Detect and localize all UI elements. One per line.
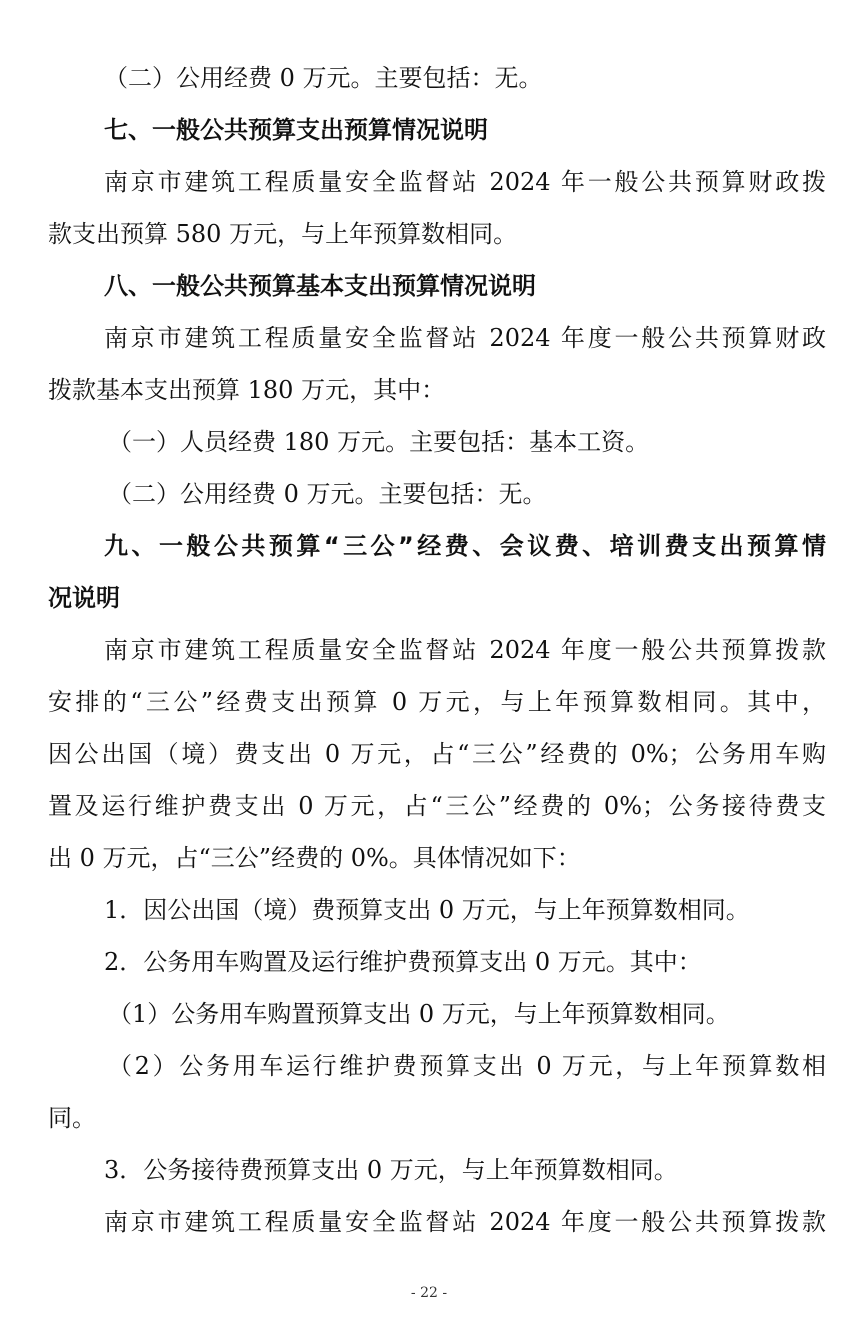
- section-heading-8: 八、一般公共预算基本支出预算情况说明: [104, 272, 536, 300]
- list-item-1: 1．因公出国（境）费预算支出 0 万元，与上年预算数相同。: [104, 896, 750, 924]
- text-line: 因公出国（境）费支出 0 万元，占“三公”经费的 0%；公务用车购: [48, 740, 826, 768]
- text-line: 同。: [48, 1104, 96, 1132]
- list-item-2: 2．公务用车购置及运行维护费预算支出 0 万元。其中：: [104, 948, 702, 976]
- text-line: 南京市建筑工程质量安全监督站 2024 年度一般公共预算财政: [104, 324, 826, 352]
- list-subitem-2: （2）公务用车运行维护费预算支出 0 万元，与上年预算数相: [108, 1052, 826, 1080]
- text-line: 南京市建筑工程质量安全监督站 2024 年一般公共预算财政拨: [104, 168, 826, 196]
- text-line: 款支出预算 580 万元，与上年预算数相同。: [48, 220, 518, 248]
- list-item-3: 3．公务接待费预算支出 0 万元，与上年预算数相同。: [104, 1156, 678, 1184]
- text-line: 南京市建筑工程质量安全监督站 2024 年度一般公共预算拨款: [104, 1208, 826, 1236]
- list-subitem-1: （1）公务用车购置预算支出 0 万元，与上年预算数相同。: [108, 1000, 730, 1028]
- text-line: 置及运行维护费支出 0 万元，占“三公”经费的 0%；公务接待费支: [48, 792, 826, 820]
- section-heading-7: 七、一般公共预算支出预算情况说明: [104, 116, 488, 144]
- section-heading-9-cont: 况说明: [48, 584, 120, 612]
- text-line: 安排的“三公”经费支出预算 0 万元，与上年预算数相同。其中，: [48, 688, 826, 716]
- text-line: 拨款基本支出预算 180 万元，其中：: [48, 376, 446, 404]
- text-line: 南京市建筑工程质量安全监督站 2024 年度一般公共预算拨款: [104, 636, 826, 664]
- text-line: 出 0 万元，占“三公”经费的 0%。具体情况如下：: [48, 844, 581, 872]
- section-heading-9: 九、一般公共预算“三公”经费、会议费、培训费支出预算情: [104, 532, 826, 560]
- text-line-public-funds: （二）公用经费 0 万元。主要包括：无。: [108, 480, 547, 508]
- text-line-personnel-funds: （一）人员经费 180 万元。主要包括：基本工资。: [108, 428, 650, 456]
- document-body: [48, 52, 826, 1248]
- page-number: - 22 -: [410, 1285, 448, 1301]
- text-line-public-funds: （二）公用经费 0 万元。主要包括：无。: [104, 64, 543, 92]
